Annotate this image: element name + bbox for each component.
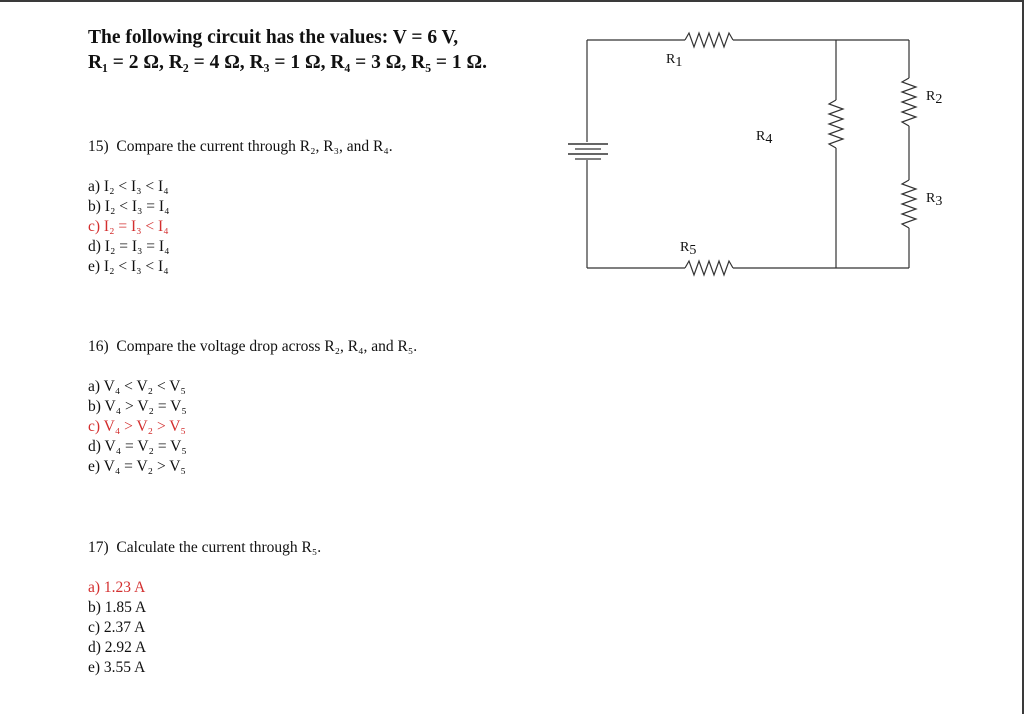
option-d: d) 2.92 A <box>88 639 147 656</box>
option-b: b) 1.85 A <box>88 599 147 616</box>
option-c: c) 2.37 A <box>88 619 146 636</box>
resistor-r1 <box>685 33 733 47</box>
question-text: Compare the voltage drop across R₂, R₄, and R₅. <box>116 338 418 355</box>
problem-heading <box>88 25 558 75</box>
option-a: a) V₄ < V₂ < V₅ <box>88 378 186 395</box>
option-d: d) V₄ = V₂ = V₅ <box>88 438 187 455</box>
label-r4: R4 <box>756 129 773 147</box>
question-number: 17) <box>88 539 109 556</box>
question-number: 15) <box>88 138 109 155</box>
option-a: a) I₂ < I₃ < I₄ <box>88 178 169 195</box>
label-r5: R5 <box>680 240 697 258</box>
option-e: e) V₄ = V₂ > V₅ <box>88 458 186 475</box>
question-17-options <box>88 578 146 678</box>
heading-line-1: The following circuit has the values: V = 6 V, <box>88 27 459 48</box>
resistor-r4 <box>829 100 843 148</box>
question-15-prompt <box>88 137 393 157</box>
question-16-options <box>88 377 187 477</box>
option-b: b) I₂ < I₃ = I₄ <box>88 198 170 215</box>
option-e: e) I₂ < I₃ < I₄ <box>88 258 169 275</box>
label-r3: R3 <box>926 191 943 209</box>
option-a-correct: a) 1.23 A <box>88 579 146 596</box>
page-frame-top <box>0 0 1024 2</box>
label-r1: R1 <box>666 52 683 70</box>
question-text: Compare the current through R₂, R₃, and R₄. <box>116 138 393 155</box>
question-17-prompt <box>88 538 321 558</box>
option-e: e) 3.55 A <box>88 659 146 676</box>
question-15-options <box>88 177 169 277</box>
resistor-r3 <box>902 180 916 228</box>
question-text: Calculate the current through R₅. <box>116 539 322 556</box>
label-r2: R2 <box>926 89 943 107</box>
circuit-diagram <box>560 20 980 290</box>
option-d: d) I₂ = I₃ = I₄ <box>88 238 170 255</box>
resistor-r5 <box>685 261 733 275</box>
question-16-prompt <box>88 337 417 357</box>
option-c-correct: c) V₄ > V₂ > V₅ <box>88 418 186 435</box>
question-number: 16) <box>88 338 109 355</box>
heading-line-2: R₁ = 2 Ω, R₂ = 4 Ω, R₃ = 1 Ω, R₄ = 3 Ω, R₅ = 1 Ω. <box>88 52 488 73</box>
option-c-correct: c) I₂ = I₃ < I₄ <box>88 218 169 235</box>
option-b: b) V₄ > V₂ = V₅ <box>88 398 187 415</box>
resistor-r2 <box>902 78 916 126</box>
